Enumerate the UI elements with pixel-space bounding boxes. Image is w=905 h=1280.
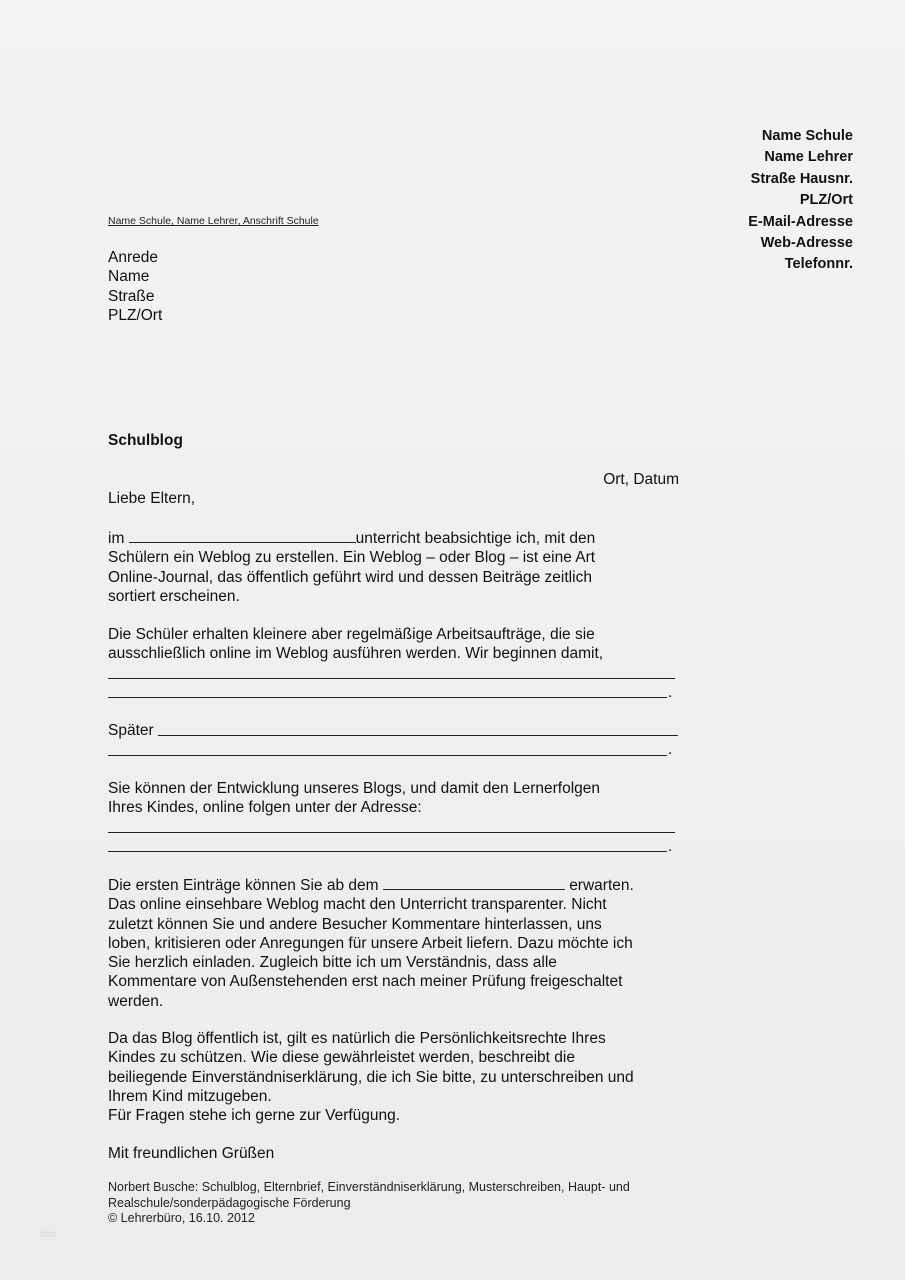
letter-subject: Schulblog	[108, 432, 183, 449]
paragraph-later	[108, 721, 688, 760]
sender-school: Name Schule	[761, 128, 853, 144]
blank-line-end	[108, 740, 688, 759]
footer-line: Norbert Busche: Schulblog, Elternbrief, Einverständniserklärung, Musterschreiben, Haupt- und	[108, 1180, 630, 1194]
address-line: Ihres Kindes, online folgen unter der Adresse:	[108, 799, 422, 817]
sender-block	[748, 126, 853, 276]
end-period: .	[668, 837, 673, 855]
intro-line: sortiert erscheinen.	[108, 587, 240, 605]
entries-line: loben, kritisieren oder Anregungen für unsere Arbeit liefern. Dazu möchte ich	[108, 934, 633, 952]
footer-line: Realschule/sonderpädagogische Förderung	[108, 1195, 351, 1210]
blank-line-end	[108, 683, 688, 702]
recipient-salutation: Anrede	[108, 249, 158, 266]
intro-line: Schülern ein Weblog zu erstellen. Ein Weblog – oder Blog – ist eine Art	[108, 549, 596, 567]
footer-credits	[108, 1180, 630, 1227]
entries-line: Das online einsehbare Weblog macht den Unterricht transparenter. Nicht	[108, 896, 607, 914]
place-date: Ort, Datum	[603, 471, 679, 488]
entries-after-gap: erwarten.	[569, 877, 634, 894]
entries-first-line	[108, 876, 688, 895]
return-address-line: Name Schule, Name Lehrer, Anschrift Schule	[108, 215, 319, 227]
recipient-street: Straße	[108, 287, 155, 305]
entries-prefix: Die ersten Einträge können Sie ab dem	[108, 877, 379, 894]
assignments-line: ausschließlich online im Weblog ausführen werden. Wir beginnen damit,	[108, 645, 604, 663]
privacy-line: Für Fragen stehe ich gerne zur Verfügung.	[108, 1107, 401, 1125]
date-blank-line	[383, 876, 565, 890]
sender-phone: Telefonnr.	[784, 256, 853, 273]
sender-email: E-Mail-Adresse	[748, 213, 853, 230]
letter-closing: Mit freundlichen Grüßen	[108, 1145, 275, 1162]
recipient-block	[108, 248, 162, 325]
blank-line	[108, 664, 688, 683]
address-line: Sie können der Entwicklung unseres Blogs, und damit den Lernerfolgen	[108, 780, 601, 797]
intro-first-line	[108, 529, 688, 548]
end-period: .	[668, 683, 673, 701]
privacy-line: Ihrem Kind mitzugeben.	[108, 1087, 272, 1105]
later-line	[108, 721, 688, 740]
entries-line: zuletzt können Sie und andere Besucher Kommentare hinterlassen, uns	[108, 915, 602, 933]
recipient-city: PLZ/Ort	[108, 306, 163, 324]
blank-line-end	[108, 837, 688, 856]
footer-line: © Lehrerbüro, 16.10. 2012	[108, 1211, 255, 1225]
paragraph-privacy	[108, 1029, 688, 1125]
sender-teacher: Name Lehrer	[764, 149, 853, 166]
paragraph-address	[108, 779, 688, 856]
paragraph-entries	[108, 876, 688, 1011]
sender-web: Web-Adresse	[760, 235, 853, 252]
paragraph-assignments	[108, 625, 688, 702]
privacy-line: Da das Blog öffentlich ist, gilt es natürlich die Persönlichkeitsrechte Ihres	[108, 1030, 606, 1047]
entries-line: Kommentare von Außenstehenden erst nach meiner Prüfung freigeschaltet	[108, 973, 623, 991]
intro-prefix: im	[108, 530, 125, 547]
blank-line	[108, 818, 688, 837]
privacy-line: Kindes zu schützen. Wie diese gewährleistet werden, beschreibt die	[108, 1049, 575, 1067]
end-period: .	[668, 741, 673, 759]
intro-line: Online-Journal, das öffentlich geführt wird und dessen Beiträge zeitlich	[108, 568, 592, 586]
recipient-name: Name	[108, 268, 150, 286]
assignments-line: Die Schüler erhalten kleinere aber regelmäßige Arbeitsaufträge, die sie	[108, 626, 595, 643]
watermark-text: frtto	[40, 1229, 56, 1239]
subject-blank-line	[129, 529, 356, 543]
sender-city: PLZ/Ort	[799, 192, 853, 209]
intro-after-gap: unterricht beabsichtige ich, mit den	[355, 530, 596, 547]
later-prefix: Später	[108, 722, 154, 739]
letter-salutation: Liebe Eltern,	[108, 490, 196, 507]
entries-line: Sie herzlich einladen. Zugleich bitte ich um Verständnis, dass alle	[108, 954, 557, 972]
entries-line: werden.	[108, 992, 164, 1010]
sender-street: Straße Hausnr.	[750, 170, 853, 187]
privacy-line: beiliegende Einverständniserklärung, die ich Sie bitte, zu unterschreiben und	[108, 1068, 634, 1086]
paragraph-intro	[108, 529, 688, 606]
